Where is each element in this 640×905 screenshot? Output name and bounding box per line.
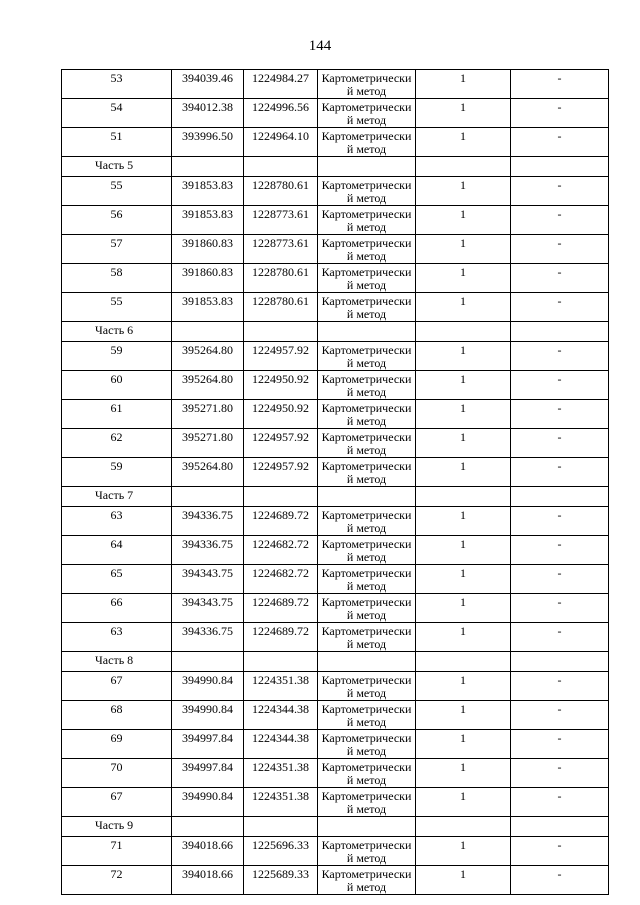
accuracy-cell: 1 [416, 788, 511, 817]
note-cell: - [511, 177, 609, 206]
method-cell: Картометрически й метод [318, 701, 416, 730]
method-cell: Картометрически й метод [318, 507, 416, 536]
accuracy-cell: 1 [416, 507, 511, 536]
accuracy-cell: 1 [416, 594, 511, 623]
table-row [62, 177, 609, 206]
point-number-cell: 61 [62, 400, 172, 429]
accuracy-cell: 1 [416, 759, 511, 788]
empty-cell [318, 322, 416, 342]
point-number-cell: 62 [62, 429, 172, 458]
accuracy-cell: 1 [416, 206, 511, 235]
method-cell: Картометрически й метод [318, 342, 416, 371]
note-cell: - [511, 866, 609, 895]
x-coordinate-cell: 395271.80 [172, 429, 244, 458]
table-row [62, 565, 609, 594]
note-cell: - [511, 429, 609, 458]
empty-cell [318, 652, 416, 672]
table-row [62, 371, 609, 400]
empty-cell [244, 322, 318, 342]
note-cell: - [511, 400, 609, 429]
note-cell: - [511, 458, 609, 487]
table-row [62, 730, 609, 759]
x-coordinate-cell: 395271.80 [172, 400, 244, 429]
table-row [62, 536, 609, 565]
method-cell: Картометрически й метод [318, 400, 416, 429]
x-coordinate-cell: 394343.75 [172, 565, 244, 594]
x-coordinate-cell: 394343.75 [172, 594, 244, 623]
note-cell: - [511, 264, 609, 293]
empty-cell [172, 817, 244, 837]
table-row [62, 400, 609, 429]
accuracy-cell: 1 [416, 293, 511, 322]
coordinates-table [61, 69, 609, 895]
accuracy-cell: 1 [416, 400, 511, 429]
y-coordinate-cell: 1228773.61 [244, 235, 318, 264]
note-cell: - [511, 623, 609, 652]
accuracy-cell: 1 [416, 70, 511, 99]
point-number-cell: 67 [62, 788, 172, 817]
empty-cell [318, 487, 416, 507]
method-cell: Картометрически й метод [318, 837, 416, 866]
method-cell: Картометрически й метод [318, 206, 416, 235]
method-cell: Картометрически й метод [318, 594, 416, 623]
empty-cell [244, 652, 318, 672]
table-row [62, 99, 609, 128]
note-cell: - [511, 594, 609, 623]
table-row [62, 235, 609, 264]
y-coordinate-cell: 1224344.38 [244, 730, 318, 759]
empty-cell [511, 652, 609, 672]
table-row [62, 128, 609, 157]
point-number-cell: 58 [62, 264, 172, 293]
table-row [62, 866, 609, 895]
point-number-cell: 56 [62, 206, 172, 235]
x-coordinate-cell: 394990.84 [172, 788, 244, 817]
accuracy-cell: 1 [416, 235, 511, 264]
note-cell: - [511, 235, 609, 264]
note-cell: - [511, 759, 609, 788]
section-label: Часть 7 [62, 487, 172, 507]
table-row [62, 70, 609, 99]
accuracy-cell: 1 [416, 128, 511, 157]
table-row [62, 594, 609, 623]
x-coordinate-cell: 391860.83 [172, 264, 244, 293]
point-number-cell: 51 [62, 128, 172, 157]
point-number-cell: 64 [62, 536, 172, 565]
table-row [62, 672, 609, 701]
empty-cell [244, 487, 318, 507]
empty-cell [172, 322, 244, 342]
x-coordinate-cell: 394336.75 [172, 623, 244, 652]
empty-cell [511, 157, 609, 177]
y-coordinate-cell: 1224682.72 [244, 565, 318, 594]
x-coordinate-cell: 394018.66 [172, 837, 244, 866]
point-number-cell: 53 [62, 70, 172, 99]
note-cell: - [511, 128, 609, 157]
table-row [62, 837, 609, 866]
point-number-cell: 69 [62, 730, 172, 759]
y-coordinate-cell: 1225689.33 [244, 866, 318, 895]
x-coordinate-cell: 394018.66 [172, 866, 244, 895]
empty-cell [416, 157, 511, 177]
method-cell: Картометрически й метод [318, 264, 416, 293]
method-cell: Картометрически й метод [318, 177, 416, 206]
x-coordinate-cell: 391853.83 [172, 293, 244, 322]
x-coordinate-cell: 395264.80 [172, 342, 244, 371]
y-coordinate-cell: 1224682.72 [244, 536, 318, 565]
empty-cell [244, 817, 318, 837]
table-row [62, 342, 609, 371]
accuracy-cell: 1 [416, 458, 511, 487]
y-coordinate-cell: 1224950.92 [244, 400, 318, 429]
empty-cell [172, 157, 244, 177]
method-cell: Картометрически й метод [318, 866, 416, 895]
y-coordinate-cell: 1224996.56 [244, 99, 318, 128]
section-header-row [62, 487, 609, 507]
point-number-cell: 60 [62, 371, 172, 400]
section-header-row [62, 652, 609, 672]
section-header-row [62, 817, 609, 837]
empty-cell [318, 157, 416, 177]
method-cell: Картометрически й метод [318, 536, 416, 565]
y-coordinate-cell: 1228780.61 [244, 293, 318, 322]
empty-cell [416, 487, 511, 507]
x-coordinate-cell: 394336.75 [172, 507, 244, 536]
accuracy-cell: 1 [416, 371, 511, 400]
table-row [62, 507, 609, 536]
x-coordinate-cell: 394012.38 [172, 99, 244, 128]
method-cell: Картометрически й метод [318, 565, 416, 594]
note-cell: - [511, 536, 609, 565]
method-cell: Картометрически й метод [318, 623, 416, 652]
empty-cell [318, 817, 416, 837]
note-cell: - [511, 730, 609, 759]
y-coordinate-cell: 1224957.92 [244, 429, 318, 458]
point-number-cell: 72 [62, 866, 172, 895]
point-number-cell: 71 [62, 837, 172, 866]
method-cell: Картометрически й метод [318, 371, 416, 400]
empty-cell [244, 157, 318, 177]
x-coordinate-cell: 394997.84 [172, 730, 244, 759]
accuracy-cell: 1 [416, 536, 511, 565]
point-number-cell: 59 [62, 342, 172, 371]
point-number-cell: 65 [62, 565, 172, 594]
note-cell: - [511, 837, 609, 866]
x-coordinate-cell: 391853.83 [172, 177, 244, 206]
table-row [62, 788, 609, 817]
empty-cell [172, 487, 244, 507]
x-coordinate-cell: 394336.75 [172, 536, 244, 565]
table-row [62, 759, 609, 788]
accuracy-cell: 1 [416, 264, 511, 293]
note-cell: - [511, 565, 609, 594]
point-number-cell: 66 [62, 594, 172, 623]
method-cell: Картометрически й метод [318, 70, 416, 99]
section-label: Часть 9 [62, 817, 172, 837]
y-coordinate-cell: 1224351.38 [244, 672, 318, 701]
table-row [62, 264, 609, 293]
empty-cell [416, 322, 511, 342]
y-coordinate-cell: 1224344.38 [244, 701, 318, 730]
accuracy-cell: 1 [416, 837, 511, 866]
y-coordinate-cell: 1224950.92 [244, 371, 318, 400]
x-coordinate-cell: 393996.50 [172, 128, 244, 157]
accuracy-cell: 1 [416, 672, 511, 701]
point-number-cell: 59 [62, 458, 172, 487]
x-coordinate-cell: 391853.83 [172, 206, 244, 235]
x-coordinate-cell: 391860.83 [172, 235, 244, 264]
y-coordinate-cell: 1224957.92 [244, 458, 318, 487]
coordinates-table-body [62, 70, 609, 895]
note-cell: - [511, 99, 609, 128]
y-coordinate-cell: 1224689.72 [244, 623, 318, 652]
empty-cell [416, 652, 511, 672]
section-label: Часть 6 [62, 322, 172, 342]
empty-cell [172, 652, 244, 672]
method-cell: Картометрически й метод [318, 730, 416, 759]
section-header-row [62, 322, 609, 342]
point-number-cell: 57 [62, 235, 172, 264]
point-number-cell: 55 [62, 293, 172, 322]
empty-cell [511, 817, 609, 837]
note-cell: - [511, 507, 609, 536]
y-coordinate-cell: 1225696.33 [244, 837, 318, 866]
x-coordinate-cell: 395264.80 [172, 458, 244, 487]
method-cell: Картометрически й метод [318, 759, 416, 788]
accuracy-cell: 1 [416, 177, 511, 206]
y-coordinate-cell: 1224964.10 [244, 128, 318, 157]
y-coordinate-cell: 1224351.38 [244, 788, 318, 817]
note-cell: - [511, 788, 609, 817]
y-coordinate-cell: 1224351.38 [244, 759, 318, 788]
x-coordinate-cell: 395264.80 [172, 371, 244, 400]
method-cell: Картометрически й метод [318, 293, 416, 322]
table-row [62, 701, 609, 730]
x-coordinate-cell: 394990.84 [172, 672, 244, 701]
note-cell: - [511, 672, 609, 701]
y-coordinate-cell: 1224957.92 [244, 342, 318, 371]
y-coordinate-cell: 1224984.27 [244, 70, 318, 99]
accuracy-cell: 1 [416, 623, 511, 652]
method-cell: Картометрически й метод [318, 788, 416, 817]
y-coordinate-cell: 1224689.72 [244, 507, 318, 536]
point-number-cell: 70 [62, 759, 172, 788]
x-coordinate-cell: 394990.84 [172, 701, 244, 730]
point-number-cell: 55 [62, 177, 172, 206]
empty-cell [511, 322, 609, 342]
method-cell: Картометрически й метод [318, 128, 416, 157]
accuracy-cell: 1 [416, 701, 511, 730]
method-cell: Картометрически й метод [318, 458, 416, 487]
y-coordinate-cell: 1228780.61 [244, 177, 318, 206]
empty-cell [416, 817, 511, 837]
y-coordinate-cell: 1224689.72 [244, 594, 318, 623]
accuracy-cell: 1 [416, 429, 511, 458]
section-header-row [62, 157, 609, 177]
method-cell: Картометрически й метод [318, 99, 416, 128]
table-row [62, 293, 609, 322]
page-number: 144 [308, 38, 332, 54]
note-cell: - [511, 701, 609, 730]
x-coordinate-cell: 394039.46 [172, 70, 244, 99]
point-number-cell: 54 [62, 99, 172, 128]
y-coordinate-cell: 1228780.61 [244, 264, 318, 293]
accuracy-cell: 1 [416, 730, 511, 759]
accuracy-cell: 1 [416, 99, 511, 128]
table-row [62, 206, 609, 235]
method-cell: Картометрически й метод [318, 672, 416, 701]
table-row [62, 623, 609, 652]
note-cell: - [511, 371, 609, 400]
note-cell: - [511, 70, 609, 99]
accuracy-cell: 1 [416, 565, 511, 594]
table-row [62, 458, 609, 487]
point-number-cell: 67 [62, 672, 172, 701]
table-row [62, 429, 609, 458]
note-cell: - [511, 206, 609, 235]
point-number-cell: 63 [62, 623, 172, 652]
method-cell: Картометрически й метод [318, 235, 416, 264]
note-cell: - [511, 293, 609, 322]
x-coordinate-cell: 394997.84 [172, 759, 244, 788]
note-cell: - [511, 342, 609, 371]
section-label: Часть 5 [62, 157, 172, 177]
empty-cell [511, 487, 609, 507]
method-cell: Картометрически й метод [318, 429, 416, 458]
y-coordinate-cell: 1228773.61 [244, 206, 318, 235]
point-number-cell: 63 [62, 507, 172, 536]
section-label: Часть 8 [62, 652, 172, 672]
accuracy-cell: 1 [416, 342, 511, 371]
point-number-cell: 68 [62, 701, 172, 730]
accuracy-cell: 1 [416, 866, 511, 895]
